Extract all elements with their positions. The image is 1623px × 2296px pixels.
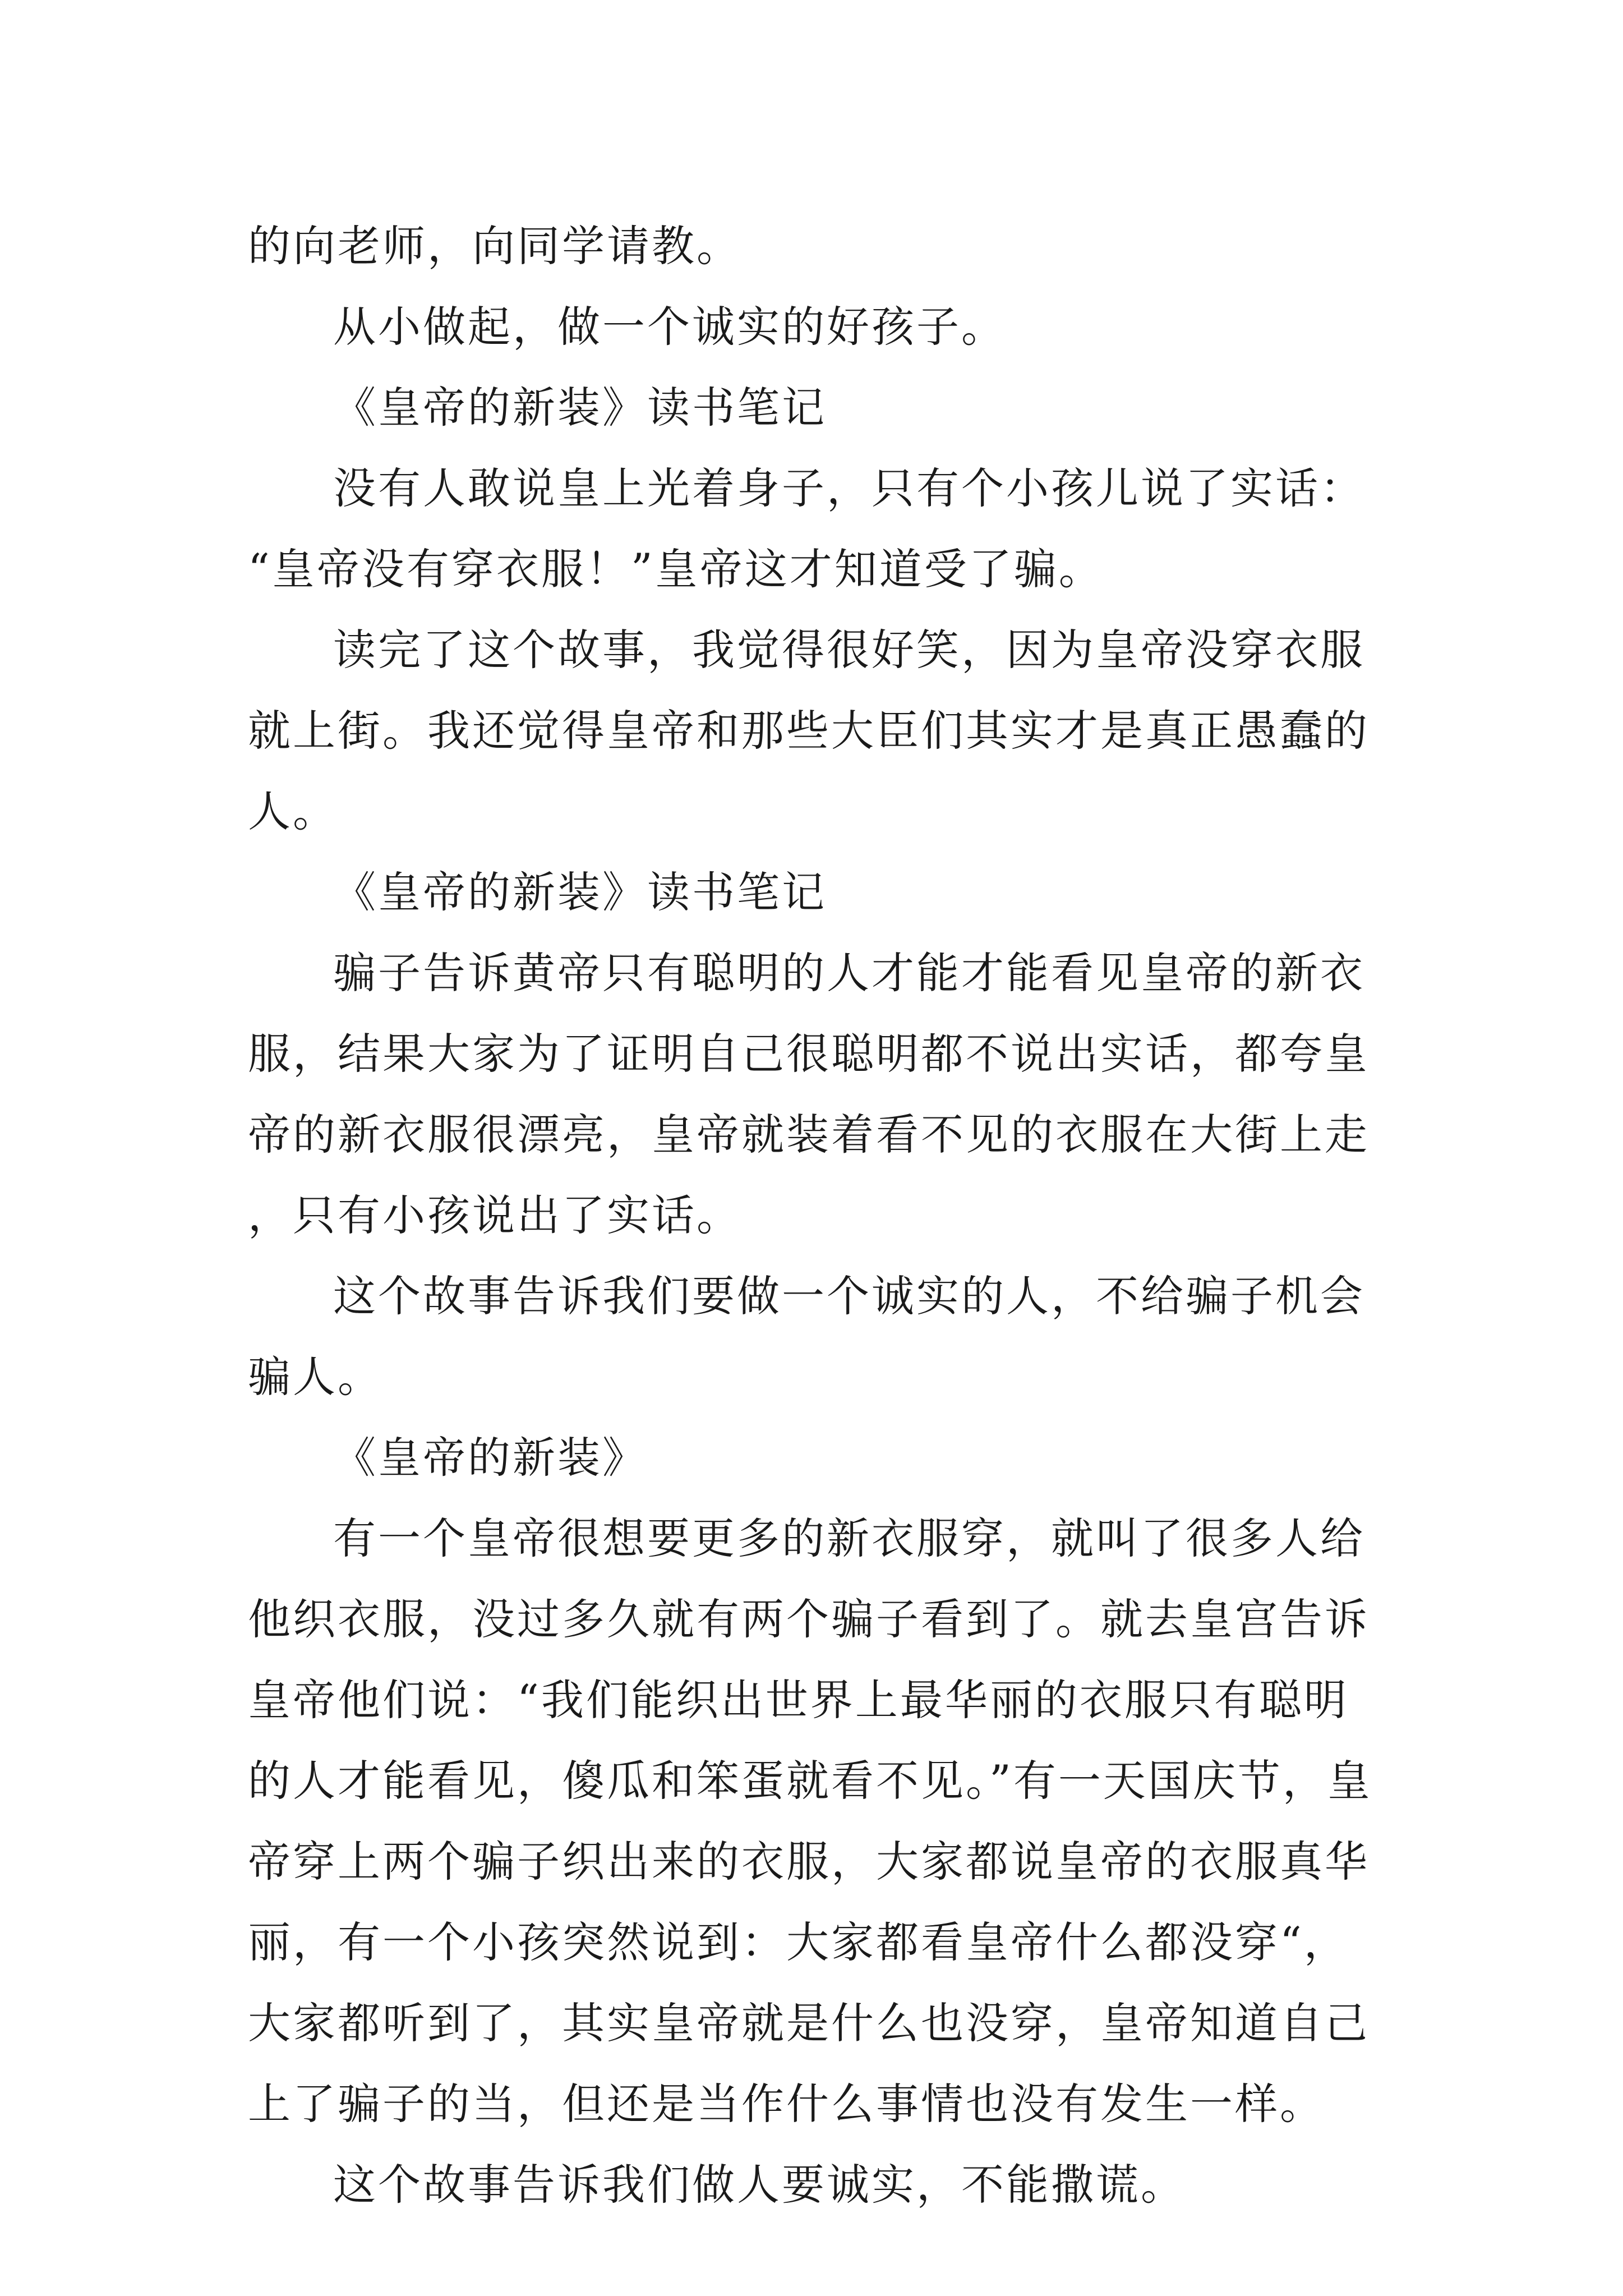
paragraph: 骗子告诉黄帝只有聪明的人才能才能看见皇帝的新衣服，结果大家为了证明自己很聪明都不说出实话，都夸皇帝的新衣服很漂亮，皇帝就装着看不见的衣服在大街上走，只有小孩说出了实话。 [248,948,1370,1240]
section-heading: 《皇帝的新装》 [333,1433,647,1483]
paragraph: 有一个皇帝很想要更多的新衣服穿，就叫了很多人给他织衣服，没过多久就有两个骗子看到了。就去皇宫告诉皇帝他们说：“我们能织出世界上最华丽的衣服只有聪明的人才能看见，傻瓜和笨蛋就看不见。”有一天国庆节，皇帝穿上两个骗子织出来的衣服，大家都说皇帝的衣服真华丽，有一个小孩突然说到：大家都看皇帝什么都没穿“，大家都听到了，其实皇帝就是什么也没穿，皇帝知道自己上了骗子的当，但还是当作什么事情也没有发生一样。 [248,1513,1372,2129]
paragraph: 读完了这个故事，我觉得很好笑，因为皇帝没穿衣服就上街。我还觉得皇帝和那些大臣们其实才是真正愚蠢的人。 [248,625,1370,836]
paragraph: 的向老师，向同学请教。 [248,221,741,271]
paragraph: 这个故事告诉我们要做一个诚实的人，不给骗子机会骗人。 [248,1271,1365,1402]
paragraph: 这个故事告诉我们做人要诚实，不能撒谎。 [333,2160,1186,2210]
section-heading: 《皇帝的新装》读书笔记 [333,383,827,432]
document-body [248,206,1386,2225]
section-heading: 《皇帝的新装》读书笔记 [333,867,827,917]
paragraph: 没有人敢说皇上光着身子，只有个小孩儿说了实话：“皇帝没有穿衣服！”皇帝这才知道受了骗。 [248,463,1365,594]
paragraph: 从小做起，做一个诚实的好孩子。 [333,302,1006,352]
